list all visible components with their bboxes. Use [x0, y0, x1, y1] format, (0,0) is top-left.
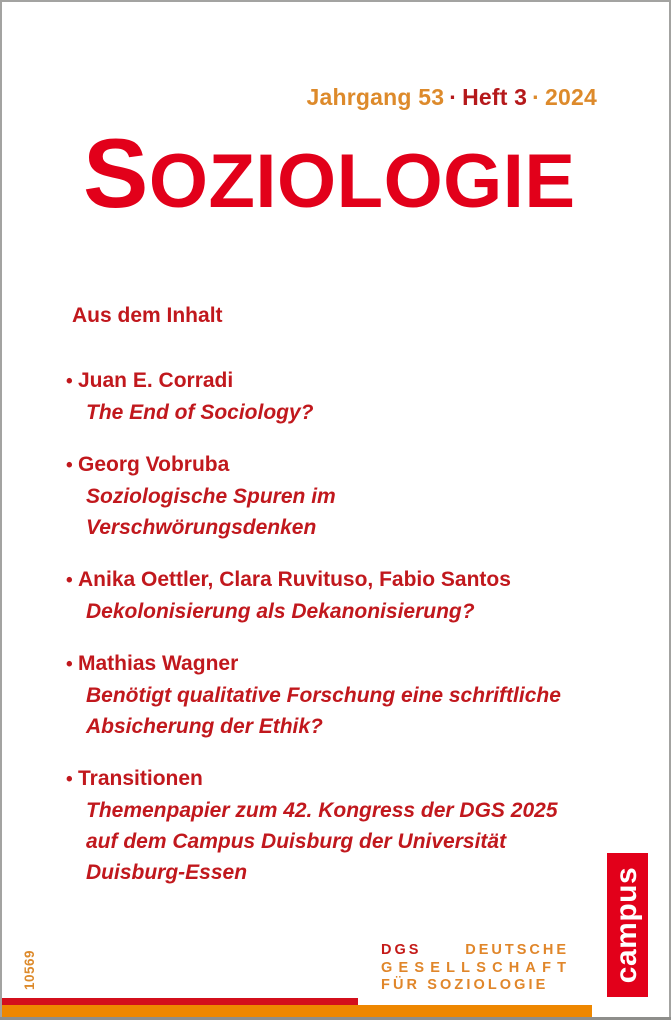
campus-logo-text: campus [610, 866, 644, 984]
dgs-line-1 [381, 942, 569, 960]
bullet-icon: • [66, 654, 73, 675]
issue-info-line [307, 84, 598, 111]
item-title: Themenpapier zum 42. Kongress der DGS 2025 auf dem Campus Duisburg der Universität Duisburg-Essen [86, 799, 558, 884]
campus-publisher-logo [607, 853, 648, 997]
item-title: Dekolonisierung als Dekanonisierung? [86, 600, 475, 623]
list-item [66, 564, 576, 627]
footer-orange-bar [0, 1005, 592, 1017]
dgs-line1-text: DEUTSCHE [465, 942, 569, 958]
year-label: 2024 [545, 84, 597, 110]
dgs-line-2: GESELLSCHAFT [381, 959, 573, 976]
contents-list [66, 303, 576, 909]
issue-label: Heft 3 [462, 84, 528, 110]
item-authors [66, 449, 576, 481]
separator-dot: · [532, 84, 541, 110]
item-authors [66, 763, 576, 795]
dgs-line-3: FÜR SOZIOLOGIE [381, 977, 549, 993]
list-item [66, 365, 576, 428]
product-code-vertical: 10569 [22, 949, 37, 990]
list-item [66, 763, 576, 888]
volume-label: Jahrgang 53 [306, 84, 445, 110]
authors-text: Juan E. Corradi [78, 369, 234, 392]
authors-text: Transitionen [78, 767, 203, 790]
dgs-abbreviation: DGS [381, 942, 422, 958]
list-item [66, 648, 576, 742]
item-authors [66, 648, 576, 680]
page-border-top [0, 0, 671, 2]
item-title: Benötigt qualitative Forschung eine schriftliche Absicherung der Ethik? [86, 684, 561, 738]
item-authors [66, 564, 576, 596]
footer-red-bar [0, 998, 358, 1005]
separator-dot: · [449, 84, 458, 110]
journal-title-initial: S [83, 118, 149, 228]
journal-title-rest: OZIOLOGIE [148, 139, 576, 224]
list-item [66, 449, 576, 543]
item-title: Soziologische Spuren im Verschwörungsdenken [86, 485, 336, 539]
page-border-left [0, 0, 2, 1020]
contents-heading: Aus dem Inhalt [72, 304, 223, 327]
item-title: The End of Sociology? [86, 401, 314, 424]
authors-text: Mathias Wagner [78, 652, 239, 675]
authors-text: Georg Vobruba [78, 453, 230, 476]
item-authors [66, 365, 576, 397]
journal-title [83, 118, 576, 228]
bullet-icon: • [66, 371, 73, 392]
bullet-icon: • [66, 769, 73, 790]
bullet-icon: • [66, 455, 73, 476]
bullet-icon: • [66, 570, 73, 591]
authors-text: Anika Oettler, Clara Ruvituso, Fabio Santos [78, 568, 511, 591]
dgs-logo-block [381, 942, 573, 995]
